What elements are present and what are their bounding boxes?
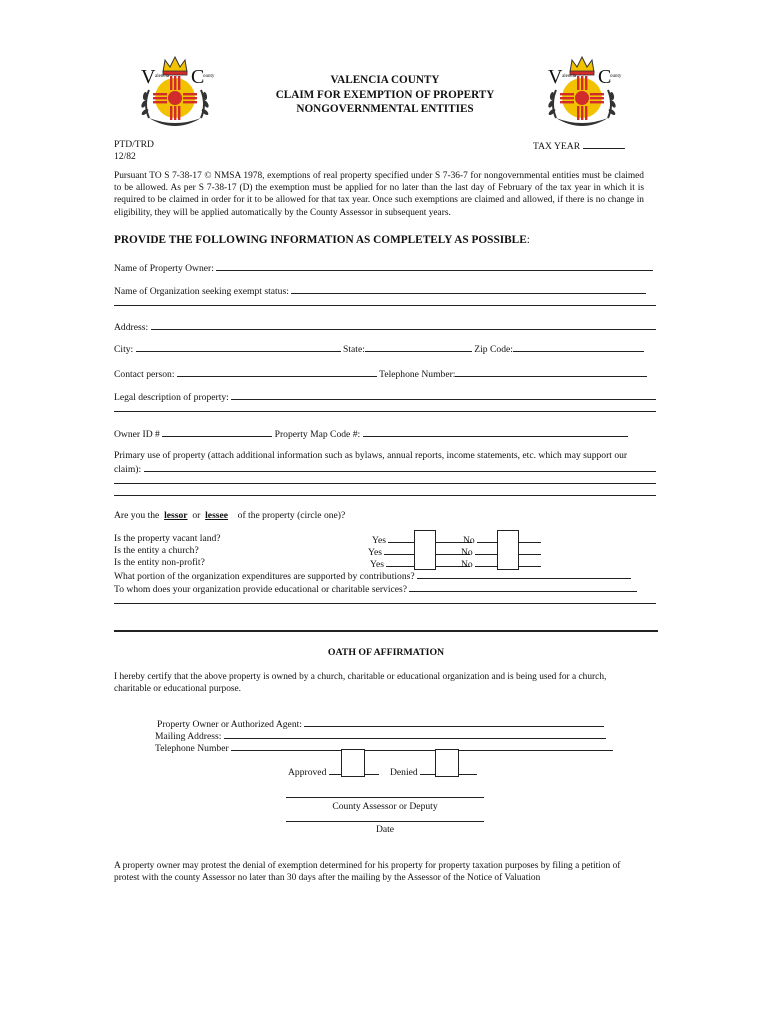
primary-use-field[interactable] xyxy=(114,462,656,476)
denied-checkbox[interactable] xyxy=(435,749,459,777)
form-title-entities: NONGOVERNMENTAL ENTITIES xyxy=(296,103,474,115)
org-name-blank-2[interactable] xyxy=(114,305,656,306)
org-name-field[interactable] xyxy=(114,284,646,298)
lessor-lessee-question xyxy=(114,510,345,522)
oath-telephone-blank[interactable] xyxy=(231,741,613,751)
primary-use-blank-3[interactable] xyxy=(114,495,656,496)
org-name-blank[interactable] xyxy=(291,284,646,294)
seal-small-text: ounty xyxy=(203,74,215,79)
zia-sun-icon xyxy=(542,52,622,132)
intro-paragraph: Pursuant TO S 7-38-17 © NMSA 1978, exemptions of real property specified under S 7-36-7 for nongovernmental entities must be claimed to be allowed. As per S 7-38-17 (D) the exemption must be applied for no later than the last day of February of the tax year in which it is required to be claimed in order for it to be allowed for that tax year. Once such exemptions are claimed and allowed, if there is no change in eligibility, they will be applied automatically by the County Assessor in subsequent years. xyxy=(114,171,644,218)
primary-use-label-2: claim): xyxy=(114,464,142,475)
section-divider xyxy=(114,630,658,632)
owner-id-blank[interactable] xyxy=(162,427,272,437)
owner-name-blank[interactable] xyxy=(216,261,653,271)
instructions-heading xyxy=(114,234,530,246)
vacant-question: Is the property vacant land? xyxy=(114,533,221,544)
zip-label: Zip Code: xyxy=(474,344,513,355)
services-label: To whom does your organization provide educational or charitable services? xyxy=(114,584,407,595)
denied-label: Denied xyxy=(390,767,418,778)
lessor-or: or xyxy=(192,510,201,521)
mailing-blank[interactable] xyxy=(224,729,606,739)
primary-use-blank[interactable] xyxy=(144,462,656,472)
city-label: City: xyxy=(114,344,134,355)
zia-sun-icon xyxy=(135,52,215,132)
no-label: No xyxy=(461,559,473,570)
seal-small-text: alencia xyxy=(562,74,577,79)
yes-label: Yes xyxy=(370,559,384,570)
lessee-option[interactable]: lessee xyxy=(205,510,229,521)
state-label: State: xyxy=(343,344,365,355)
seal-letter-v: V xyxy=(141,66,156,88)
form-title-county: VALENCIA COUNTY xyxy=(330,74,440,86)
legal-desc-blank-2[interactable] xyxy=(114,411,656,412)
map-code-label: Property Map Code #: xyxy=(274,429,361,440)
date-label: Date xyxy=(375,824,395,835)
owner-name-field[interactable] xyxy=(114,261,653,275)
legal-desc-label: Legal description of property: xyxy=(114,392,229,403)
city-blank[interactable] xyxy=(136,342,341,352)
instructions-heading-text: PROVIDE THE FOLLOWING INFORMATION AS COMPLETELY AS POSSIBLE xyxy=(114,234,527,246)
owner-name-label: Name of Property Owner: xyxy=(114,263,214,274)
county-seal-right xyxy=(542,52,622,132)
address-blank[interactable] xyxy=(151,320,656,330)
form-title-claim: CLAIM FOR EXEMPTION OF PROPERTY xyxy=(275,89,495,101)
services-blank[interactable] xyxy=(409,582,637,592)
state-blank[interactable] xyxy=(365,342,472,352)
contributions-label: What portion of the organization expenditures are supported by contributions? xyxy=(114,571,415,582)
county-seal-left xyxy=(135,52,215,132)
address-label: Address: xyxy=(114,322,149,333)
date-line[interactable] xyxy=(286,821,484,822)
map-code-blank[interactable] xyxy=(363,427,628,437)
mailing-label: Mailing Address: xyxy=(155,731,222,742)
seal-letter-v: V xyxy=(548,66,563,88)
tax-year-field[interactable] xyxy=(533,139,625,153)
seal-letter-c: C xyxy=(191,66,205,88)
assessor-signature-line[interactable] xyxy=(286,797,484,798)
nonprofit-question: Is the entity non-profit? xyxy=(114,557,205,568)
assessor-label: County Assessor or Deputy xyxy=(332,801,438,812)
city-state-zip-row xyxy=(114,342,644,356)
zip-blank[interactable] xyxy=(513,342,644,352)
owner-id-label: Owner ID # xyxy=(114,429,160,440)
instructions-colon: : xyxy=(526,234,530,246)
tax-year-label: TAX YEAR xyxy=(533,141,581,152)
seal-small-text: ounty xyxy=(610,74,622,79)
contact-blank[interactable] xyxy=(177,367,377,377)
telephone-blank[interactable] xyxy=(455,367,647,377)
oath-text: I hereby certify that the above property is owned by a church, charitable or educational organization and is being used for a church, charitable or educational purpose. xyxy=(114,672,607,695)
seal-letter-c: C xyxy=(598,66,612,88)
contributions-field[interactable] xyxy=(114,569,631,583)
no-label: No xyxy=(463,535,475,546)
telephone-field[interactable] xyxy=(155,741,613,755)
primary-use-label: Primary use of property (attach additional information such as bylaws, annual reports, income statements, etc. which may support our xyxy=(114,450,628,461)
telephone-label: Telephone Number: xyxy=(379,369,456,380)
no-checkbox-column[interactable] xyxy=(497,530,519,570)
church-question: Is the entity a church? xyxy=(114,545,199,556)
contact-label: Contact person: xyxy=(114,369,175,380)
legal-desc-field[interactable] xyxy=(114,390,656,404)
oath-title: OATH OF AFFIRMATION xyxy=(327,647,445,658)
yes-label: Yes xyxy=(368,547,382,558)
denied-field[interactable] xyxy=(390,765,477,779)
lessor-q-suffix: of the property (circle one)? xyxy=(237,510,346,521)
approved-field[interactable] xyxy=(288,765,379,779)
form-code: PTD/TRD xyxy=(114,139,154,150)
services-field[interactable] xyxy=(114,582,637,596)
approved-label: Approved xyxy=(288,767,327,778)
protest-notice: A property owner may protest the denial of exemption determined for his property for property taxation purposes by filing a petition of protest with the county Assessor no later than 30 days after the mailing by the Assessor of the Notice of Valuation xyxy=(114,861,621,884)
yes-checkbox-column[interactable] xyxy=(414,530,436,570)
contact-row xyxy=(114,367,647,381)
tax-year-blank[interactable] xyxy=(583,139,625,149)
agent-blank[interactable] xyxy=(304,717,604,727)
approved-checkbox[interactable] xyxy=(341,749,365,777)
owner-id-row xyxy=(114,427,628,441)
agent-label: Property Owner or Authorized Agent: xyxy=(157,719,302,730)
contributions-blank[interactable] xyxy=(417,569,631,579)
address-field[interactable] xyxy=(114,320,656,334)
oath-telephone-label: Telephone Number xyxy=(155,743,229,754)
seal-small-text: alencia xyxy=(155,74,170,79)
primary-use-blank-2[interactable] xyxy=(114,483,656,484)
services-blank-2[interactable] xyxy=(114,603,656,604)
lessor-q-prefix: Are you the xyxy=(114,510,160,521)
yes-label: Yes xyxy=(372,535,386,546)
lessor-option[interactable]: lessor xyxy=(164,510,188,521)
no-label: No xyxy=(461,547,473,558)
form-date: 12/82 xyxy=(114,151,136,162)
legal-desc-blank[interactable] xyxy=(231,390,656,400)
org-name-label: Name of Organization seeking exempt status: xyxy=(114,286,289,297)
